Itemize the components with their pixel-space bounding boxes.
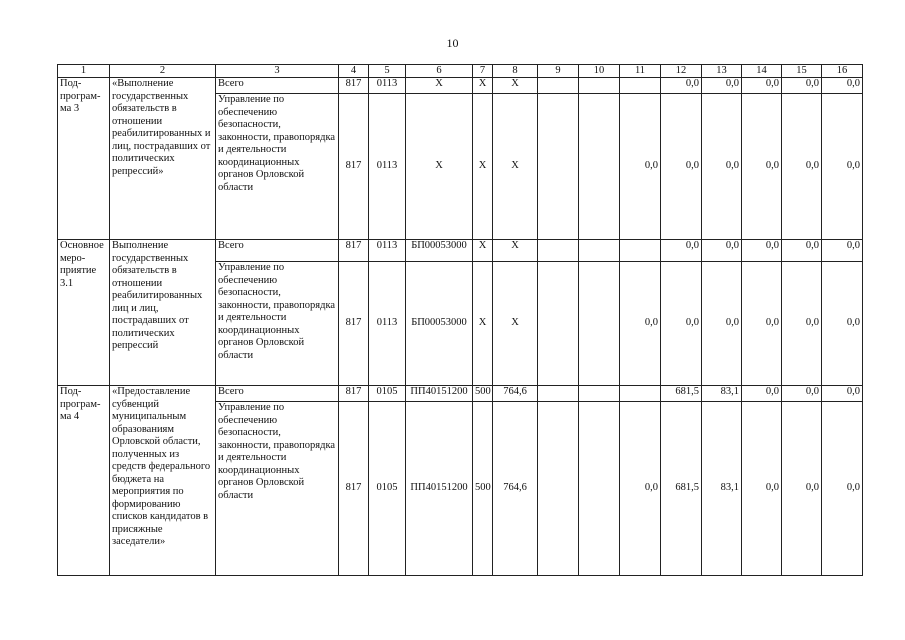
cell-c5: 0113: [369, 240, 406, 262]
cell-c8: Х: [493, 262, 538, 386]
column-header: 6: [406, 65, 473, 78]
executor-label: Управление по обеспечению безопасности, законности, правопорядка и деятельности координационных органов Орловской области: [216, 402, 339, 576]
cell-c16: 0,0: [822, 78, 863, 94]
cell-c5: 0113: [369, 94, 406, 240]
cell-c10: [579, 94, 620, 240]
cell-c6: ПП40151200: [406, 386, 473, 402]
cell-c6: Х: [406, 94, 473, 240]
total-row: [58, 78, 863, 94]
executor-label: Управление по обеспечению безопасности, законности, правопорядка и деятельности координационных органов Орловской области: [216, 94, 339, 240]
executor-label: Всего: [216, 240, 339, 262]
cell-c6: Х: [406, 78, 473, 94]
cell-c15: 0,0: [782, 262, 822, 386]
column-header: 14: [742, 65, 782, 78]
cell-c14: 0,0: [742, 78, 782, 94]
column-header: 11: [620, 65, 661, 78]
cell-c9: [538, 78, 579, 94]
cell-c12: 0,0: [661, 262, 702, 386]
cell-c13: 83,1: [702, 386, 742, 402]
cell-c8: Х: [493, 94, 538, 240]
cell-c9: [538, 262, 579, 386]
cell-c7: Х: [473, 78, 493, 94]
cell-c10: [579, 262, 620, 386]
cell-c9: [538, 240, 579, 262]
cell-c12: 681,5: [661, 402, 702, 576]
cell-c4: 817: [339, 386, 369, 402]
cell-c11: [620, 386, 661, 402]
cell-c9: [538, 94, 579, 240]
column-header: 4: [339, 65, 369, 78]
executor-label: Всего: [216, 78, 339, 94]
cell-c13: 83,1: [702, 402, 742, 576]
cell-c6: БП00053000: [406, 240, 473, 262]
item-description: Выполнение государственных обязательств в отношении реабилитированных лиц и лиц, пострадавших от политических репрессий: [110, 240, 216, 386]
cell-c15: 0,0: [782, 386, 822, 402]
cell-c5: 0105: [369, 386, 406, 402]
cell-c14: 0,0: [742, 94, 782, 240]
column-header: 9: [538, 65, 579, 78]
column-header: 1: [58, 65, 110, 78]
column-header: 13: [702, 65, 742, 78]
cell-c10: [579, 402, 620, 576]
cell-c9: [538, 386, 579, 402]
cell-c12: 0,0: [661, 78, 702, 94]
item-description: «Выполнение государственных обязательств в отношении реабилитированных и лиц, пострадавших от политических репрессий»: [110, 78, 216, 240]
cell-c15: 0,0: [782, 240, 822, 262]
column-header: 7: [473, 65, 493, 78]
cell-c5: 0113: [369, 78, 406, 94]
executor-label: Всего: [216, 386, 339, 402]
cell-c15: 0,0: [782, 94, 822, 240]
cell-c6: БП00053000: [406, 262, 473, 386]
cell-c11: 0,0: [620, 94, 661, 240]
cell-c10: [579, 240, 620, 262]
page-number: 10: [446, 36, 459, 50]
column-header: 5: [369, 65, 406, 78]
cell-c13: 0,0: [702, 240, 742, 262]
column-header: 8: [493, 65, 538, 78]
cell-c14: 0,0: [742, 402, 782, 576]
cell-c6: ПП40151200: [406, 402, 473, 576]
cell-c9: [538, 402, 579, 576]
column-header: 12: [661, 65, 702, 78]
cell-c12: 0,0: [661, 94, 702, 240]
total-row: [58, 240, 863, 262]
item-name: Под-програм-ма 4: [58, 386, 110, 576]
cell-c16: 0,0: [822, 386, 863, 402]
cell-c8: 764,6: [493, 402, 538, 576]
column-number-row: [58, 65, 863, 78]
cell-c13: 0,0: [702, 262, 742, 386]
cell-c12: 0,0: [661, 240, 702, 262]
cell-c8: 764,6: [493, 386, 538, 402]
cell-c15: 0,0: [782, 78, 822, 94]
total-row: [58, 386, 863, 402]
cell-c16: 0,0: [822, 262, 863, 386]
cell-c7: 500: [473, 402, 493, 576]
item-name: Под-програм-ма 3: [58, 78, 110, 240]
cell-c4: 817: [339, 94, 369, 240]
executor-label: Управление по обеспечению безопасности, законности, правопорядка и деятельности координационных органов Орловской области: [216, 262, 339, 386]
cell-c14: 0,0: [742, 240, 782, 262]
cell-c11: [620, 78, 661, 94]
column-header: 16: [822, 65, 863, 78]
cell-c7: 500: [473, 386, 493, 402]
cell-c7: Х: [473, 262, 493, 386]
item-description: «Предоставление субвенций муниципальным образованиям Орловской области, полученных из средств федерального бюджета на мероприятия по формированию списков кандидатов в присяжные заседатели»: [110, 386, 216, 576]
cell-c5: 0105: [369, 402, 406, 576]
cell-c16: 0,0: [822, 240, 863, 262]
cell-c13: 0,0: [702, 78, 742, 94]
cell-c8: Х: [493, 240, 538, 262]
cell-c15: 0,0: [782, 402, 822, 576]
cell-c4: 817: [339, 78, 369, 94]
cell-c10: [579, 386, 620, 402]
column-header: 3: [216, 65, 339, 78]
column-header: 15: [782, 65, 822, 78]
cell-c13: 0,0: [702, 94, 742, 240]
cell-c14: 0,0: [742, 262, 782, 386]
cell-c10: [579, 78, 620, 94]
column-header: 2: [110, 65, 216, 78]
budget-table: [57, 64, 863, 576]
cell-c5: 0113: [369, 262, 406, 386]
cell-c11: 0,0: [620, 262, 661, 386]
cell-c16: 0,0: [822, 402, 863, 576]
cell-c4: 817: [339, 262, 369, 386]
cell-c7: Х: [473, 240, 493, 262]
cell-c16: 0,0: [822, 94, 863, 240]
column-header: 10: [579, 65, 620, 78]
cell-c11: [620, 240, 661, 262]
cell-c4: 817: [339, 240, 369, 262]
cell-c4: 817: [339, 402, 369, 576]
cell-c11: 0,0: [620, 402, 661, 576]
cell-c7: Х: [473, 94, 493, 240]
cell-c14: 0,0: [742, 386, 782, 402]
item-name: Основное меро-приятие 3.1: [58, 240, 110, 386]
cell-c8: Х: [493, 78, 538, 94]
cell-c12: 681,5: [661, 386, 702, 402]
